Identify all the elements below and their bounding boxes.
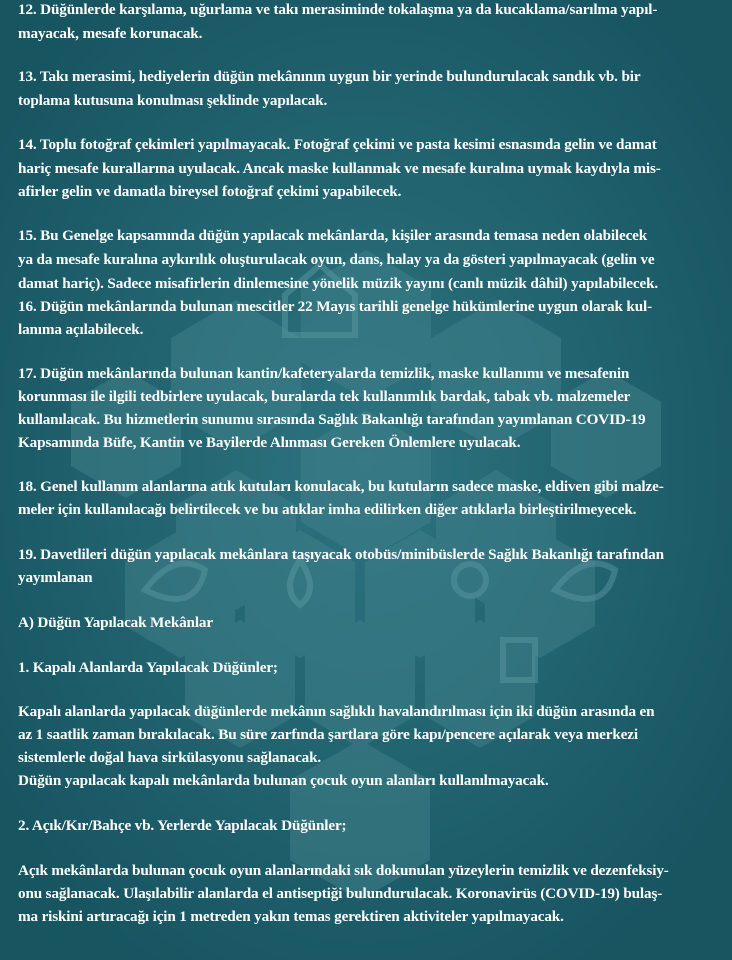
text-line: onu sağlanacak. Ulaşılabilir alanlarda el antiseptiği bulundurulacak. Koronavirüs (COVID-19) bulaş- (18, 885, 663, 902)
text-line: afirler gelin ve damatla bireysel fotoğraf çekimi yapabilecek. (18, 183, 402, 200)
text-line: damat hariç). Sadece misafirlerin dinlemesine yönelik müzik yayını (canlı müzik dâhil) yapılabilecek. (18, 275, 659, 292)
text-line: Açık mekânlarda bulunan çocuk oyun alanlarındaki sık dokunulan yüzeylerin temizlik ve dezenfeksiy- (18, 862, 669, 879)
text-line: 13. Takı merasimi, hediyelerin düğün mekânının uygun bir yerinde bulundurulacak sandık vb. bir (18, 68, 641, 85)
text-line: az 1 saatlik zaman bırakılacak. Bu süre zarfında şartlara göre kapı/pencere açılarak veya merkezi (18, 726, 638, 743)
text-line: 15. Bu Genelge kapsamında düğün yapılacak mekânlarda, kişiler arasında temasa neden olabilecek (18, 227, 648, 244)
text-line: toplama kutusuna konulması şeklinde yapılacak. (18, 92, 328, 109)
text-line: 14. Toplu fotoğraf çekimleri yapılmayacak. Fotoğraf çekimi ve pasta kesimi esnasında gelin ve damat (18, 136, 657, 153)
text-line: Kapsamında Büfe, Kantin ve Bayilerde Alınması Gereken Önlemlere uyulacak. (18, 434, 521, 451)
text-line: 16. Düğün mekânlarında bulunan mescitler 22 Mayıs tarihli genelge hükümlerine uygun olarak kul- (18, 298, 652, 315)
subsection-heading: 1. Kapalı Alanlarda Yapılacak Düğünler; (18, 659, 278, 676)
text-line: ya da mesafe kuralına aykırılık oluşturulacak oyun, dans, halay ya da gösteri yapılmayacak (gelin ve (18, 251, 655, 268)
text-line: mayacak, mesafe korunacak. (18, 25, 203, 42)
subsection-heading: 2. Açık/Kır/Bahçe vb. Yerlerde Yapılacak Düğünler; (18, 817, 347, 834)
text-line: korunması ile ilgili tedbirlere uyulacak, buralarda tek kullanımlık bardak, tabak vb. malzemeler (18, 388, 631, 405)
text-line: lanıma açılabilecek. (18, 321, 144, 338)
text-line: kullanılacak. Bu hizmetlerin sunumu sırasında Sağlık Bakanlığı tarafından yayımlanan COVID-19 (18, 411, 646, 428)
text-line: 12. Düğünlerde karşılama, uğurlama ve takı merasiminde tokalaşma ya da kucaklama/sarılma yapıl- (18, 1, 658, 18)
text-line: Düğün yapılacak kapalı mekânlarda bulunan çocuk oyun alanları kullanılmayacak. (18, 772, 549, 789)
text-line: Kapalı alanlarda yapılacak düğünlerde mekânın sağlıklı havalandırılması için iki düğün arasında en (18, 703, 655, 720)
text-line: 19. Davetlileri düğün yapılacak mekânlara taşıyacak otobüs/minibüslerde Sağlık Bakanlığı tarafından (18, 546, 664, 563)
text-line: ma riskini artıracağı için 1 metreden yakın temas gerektiren aktiviteler yapılmayacak. (18, 908, 564, 925)
text-line: hariç mesafe kurallarına uyulacak. Ancak maske kullanmak ve mesafe kuralına uymak kaydıyla mis- (18, 160, 661, 177)
section-heading: A) Düğün Yapılacak Mekânlar (18, 614, 213, 631)
text-line: 17. Düğün mekânlarında bulunan kantin/kafeteryalarda temizlik, maske kullanımı ve mesafenin (18, 365, 630, 382)
text-line: yayımlanan (18, 569, 93, 586)
text-line: 18. Genel kullanım alanlarına atık kutuları konulacak, bu kutuların sadece maske, eldiven gibi malze- (18, 478, 664, 495)
text-line: meler için kullanılacağı belirtilecek ve bu atıklar imha edilirken diğer atıklarla birleştirilmeyecek. (18, 501, 637, 518)
text-line: sistemlerle doğal hava sirkülasyonu sağlanacak. (18, 749, 322, 766)
